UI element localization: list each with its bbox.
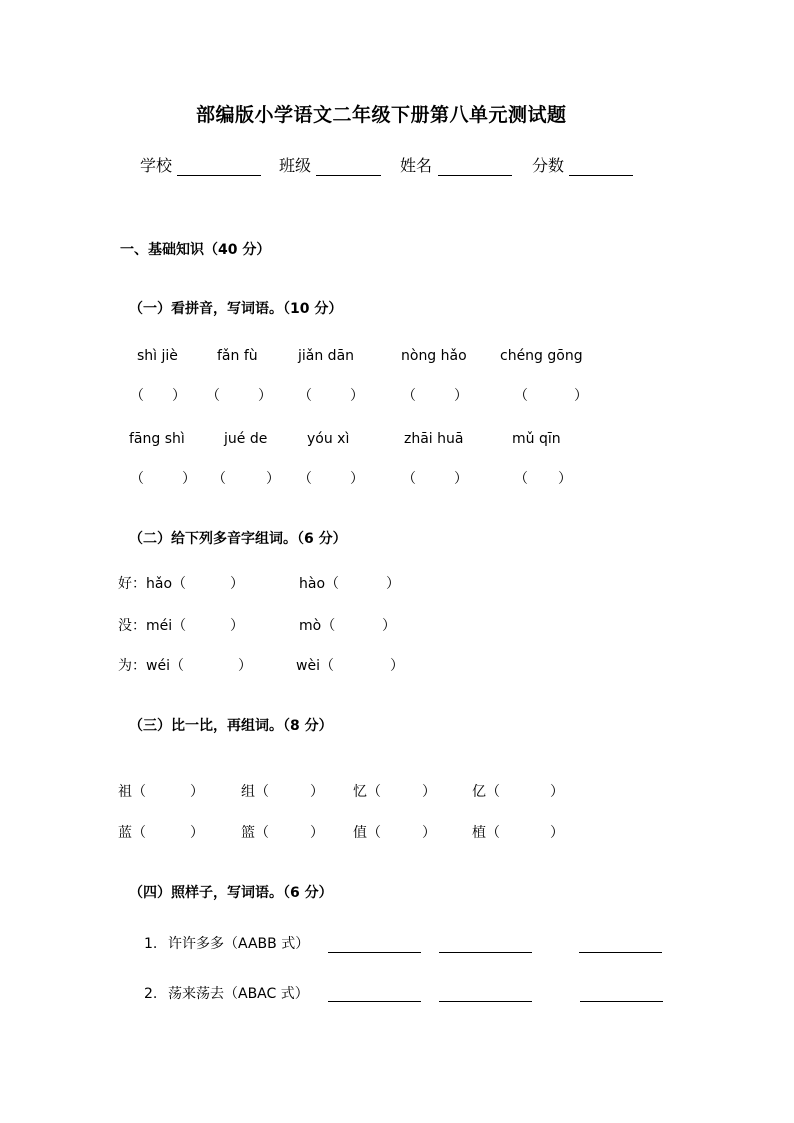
answer-paren-open: （ <box>514 388 528 404</box>
answer-paren-close: ） <box>550 784 564 800</box>
example-number: 2. <box>144 986 158 1002</box>
polyphone-item: hào（ <box>299 576 340 592</box>
part3-heading: （三）比一比，再组词。（8 分） <box>129 718 333 734</box>
compare-char: 亿（ <box>472 784 500 800</box>
answer-paren-close: ） <box>558 471 572 487</box>
compare-char: 蓝（ <box>118 825 146 841</box>
compare-char: 祖（ <box>118 784 146 800</box>
answer-blank[interactable] <box>439 1001 532 1002</box>
answer-blank[interactable] <box>439 952 532 953</box>
pinyin-item: chéng gōng <box>500 348 583 364</box>
answer-paren-close: ） <box>454 388 468 404</box>
answer-blank[interactable] <box>580 1001 663 1002</box>
polyphone-item: mò（ <box>299 618 336 634</box>
answer-paren-open: （ <box>206 388 220 404</box>
compare-char: 植（ <box>472 825 500 841</box>
answer-paren-open: （ <box>130 388 144 404</box>
score-blank[interactable] <box>569 175 633 176</box>
example-word: 荡来荡去（ABAC 式） <box>168 986 309 1002</box>
polyphone-item: 好：hǎo（ <box>118 576 187 592</box>
class-blank[interactable] <box>316 175 381 176</box>
answer-paren-close: ） <box>258 388 272 404</box>
name-blank[interactable] <box>438 175 512 176</box>
pinyin-item: jué de <box>224 431 268 447</box>
school-blank[interactable] <box>177 175 261 176</box>
answer-paren-close: ） <box>386 576 400 592</box>
polyphone-item: 没：méi（ <box>118 618 187 634</box>
part2-heading: （二）给下列多音字组词。（6 分） <box>129 531 347 547</box>
page-title: 部编版小学语文二年级下册第八单元测试题 <box>196 104 567 126</box>
pinyin-item: jiǎn dān <box>298 348 355 364</box>
name-label-text: 姓名 <box>400 156 433 175</box>
pinyin-item: nòng hǎo <box>401 348 467 364</box>
section-heading-basics: 一、基础知识（40 分） <box>120 242 271 258</box>
compare-char: 值（ <box>353 825 381 841</box>
answer-paren-close: ） <box>422 825 436 841</box>
polyphone-item: wèi（ <box>296 658 334 674</box>
answer-paren-open: （ <box>212 471 226 487</box>
class-label-text: 班级 <box>279 156 312 175</box>
answer-paren-open: （ <box>402 471 416 487</box>
answer-blank[interactable] <box>328 1001 421 1002</box>
answer-paren-close: ） <box>382 618 396 634</box>
answer-paren-close: ） <box>310 825 324 841</box>
answer-blank[interactable] <box>579 952 662 953</box>
score-label <box>532 158 564 174</box>
school-label <box>140 158 172 174</box>
answer-paren-close: ） <box>390 658 404 674</box>
answer-paren-open: （ <box>130 471 144 487</box>
answer-paren-close: ） <box>230 576 244 592</box>
answer-paren-close: ） <box>172 388 186 404</box>
part1-heading: （一）看拼音，写词语。（10 分） <box>129 301 343 317</box>
answer-paren-close: ） <box>350 471 364 487</box>
answer-paren-close: ） <box>454 471 468 487</box>
score-label-text: 分数 <box>532 156 565 175</box>
answer-paren-close: ） <box>238 658 252 674</box>
example-word: 许许多多（AABB 式） <box>168 936 310 952</box>
answer-paren-close: ） <box>574 388 588 404</box>
answer-paren-open: （ <box>514 471 528 487</box>
pinyin-item: zhāi huā <box>404 431 464 447</box>
answer-paren-close: ） <box>190 784 204 800</box>
answer-paren-close: ） <box>182 471 196 487</box>
pinyin-item: fǎn fù <box>217 348 258 364</box>
example-number: 1. <box>144 936 158 952</box>
answer-blank[interactable] <box>328 952 421 953</box>
answer-paren-close: ） <box>422 784 436 800</box>
pinyin-item: shì jiè <box>137 348 178 364</box>
answer-paren-close: ） <box>350 388 364 404</box>
polyphone-item: 为：wéi（ <box>118 658 184 674</box>
pinyin-item: yóu xì <box>307 431 350 447</box>
answer-paren-close: ） <box>266 471 280 487</box>
compare-char: 组（ <box>241 784 269 800</box>
answer-paren-open: （ <box>298 388 312 404</box>
compare-char: 篮（ <box>241 825 269 841</box>
answer-paren-close: ） <box>230 618 244 634</box>
answer-paren-open: （ <box>298 471 312 487</box>
compare-char: 忆（ <box>353 784 381 800</box>
class-label <box>279 158 311 174</box>
answer-paren-close: ） <box>190 825 204 841</box>
pinyin-item: mǔ qīn <box>512 431 561 447</box>
name-label <box>400 158 432 174</box>
answer-paren-close: ） <box>550 825 564 841</box>
school-label-text: 学校 <box>140 156 173 175</box>
answer-paren-open: （ <box>402 388 416 404</box>
part4-heading: （四）照样子，写词语。（6 分） <box>129 885 333 901</box>
answer-paren-close: ） <box>310 784 324 800</box>
pinyin-item: fāng shì <box>129 431 185 447</box>
